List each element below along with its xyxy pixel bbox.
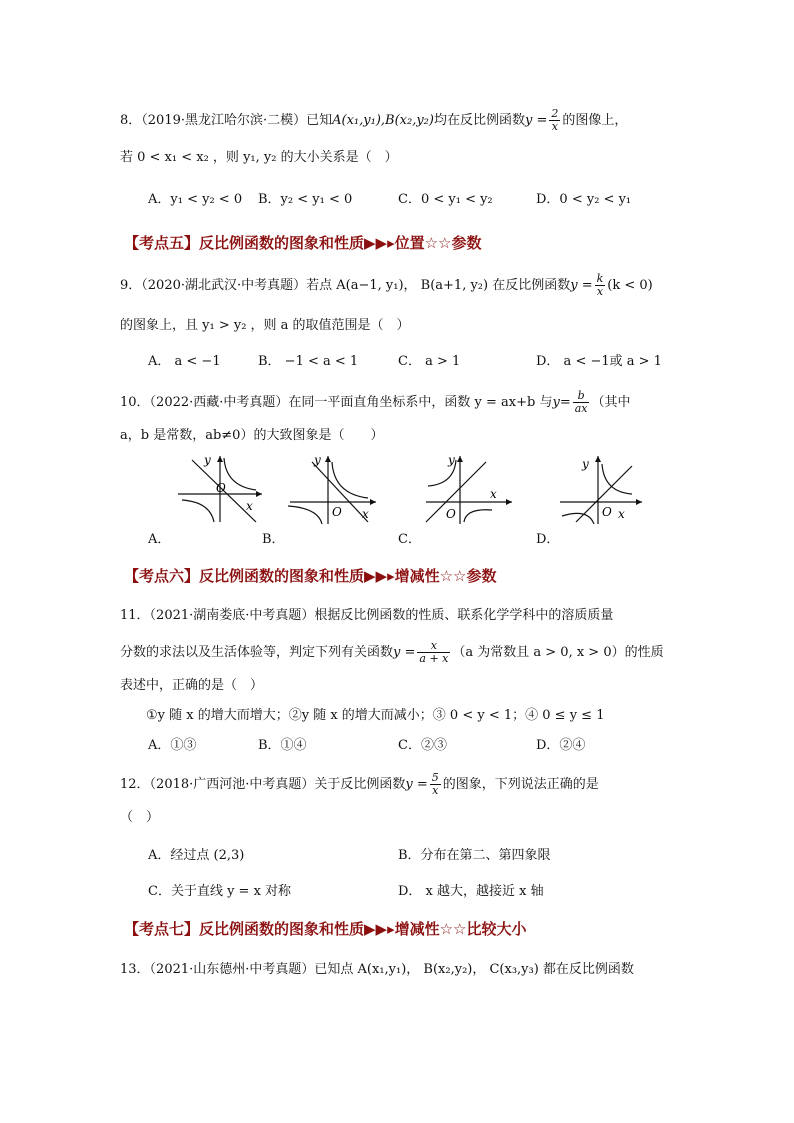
y-axis-arrow bbox=[325, 456, 331, 462]
q10-stem-end: （其中 bbox=[591, 395, 631, 410]
q9-func: y = bbox=[570, 278, 593, 293]
axis-label-x: x bbox=[490, 487, 497, 501]
q10-line2: a，b 是常数，ab≠0）的大致图象是（ ） bbox=[120, 428, 384, 443]
q8-line2: 若 0 < x₁ < x₂ ，则 y₁, y₂ 的大小关系是（ ） bbox=[120, 150, 398, 165]
q11-option-d: D．②④ bbox=[536, 738, 586, 753]
hyperbola-branch-2 bbox=[562, 513, 594, 524]
q9-frac-den: x bbox=[596, 285, 604, 298]
x-axis-arrow bbox=[636, 499, 642, 505]
q12-line1 bbox=[120, 772, 599, 797]
q12-frac-den: x bbox=[432, 784, 439, 797]
q11-line2 bbox=[120, 640, 664, 665]
q10-stem-start: 10．（2022·西藏·中考真题）在同一平面直角坐标系中，函数 y = ax+b 与 bbox=[120, 395, 553, 410]
section-heading-6: 【考点六】反比例函数的图象和性质▶▶▸增减性☆☆参数 bbox=[124, 567, 497, 585]
q10-fraction bbox=[573, 390, 590, 415]
q8-option-b: B．y₂ < y₁ < 0 bbox=[258, 192, 353, 207]
q8-option-d: D．0 < y₂ < y₁ bbox=[536, 192, 632, 207]
q10-graph-a bbox=[170, 452, 270, 524]
q9-stem-start: 9．（2020·湖北武汉·中考真题）若点 A(a−1, y₁)， B(a+1, y₂) 在反比例函数 bbox=[120, 278, 571, 293]
q12-option-c: C．关于直线 y = x 对称 bbox=[148, 884, 292, 899]
q11-frac-num: x bbox=[417, 640, 450, 653]
hyperbola-branch-2 bbox=[464, 510, 492, 522]
x-axis-arrow bbox=[256, 491, 262, 497]
q12-option-a: A．经过点 (2,3) bbox=[148, 848, 245, 863]
q9-fraction bbox=[595, 273, 606, 298]
q11-option-b: B．①④ bbox=[258, 738, 307, 753]
hyperbola-branch-1 bbox=[332, 462, 368, 498]
x-axis-arrow bbox=[506, 499, 512, 505]
q10-func: y= bbox=[552, 395, 571, 410]
y-axis-arrow bbox=[217, 456, 223, 462]
q8-frac-num: 2 bbox=[551, 107, 559, 120]
q11-stem-b: （a 为常数且 a > 0, x > 0）的性质 bbox=[452, 645, 664, 660]
q11-option-c: C．②③ bbox=[398, 738, 447, 753]
q12-option-b: B．分布在第二、第四象限 bbox=[398, 848, 551, 863]
q8-func: y = bbox=[524, 113, 548, 128]
q10-line1 bbox=[120, 390, 631, 415]
q8-option-a: A．y₁ < y₂ < 0 bbox=[148, 192, 243, 207]
q8-frac-den: x bbox=[551, 120, 558, 133]
axis-label-x: x bbox=[362, 507, 369, 521]
origin-label: O bbox=[216, 481, 226, 495]
q8-points: A(x₁,y₁),B(x₂,y₂) bbox=[332, 113, 434, 128]
hyperbola-branch-2 bbox=[182, 500, 214, 522]
q12-line2: （ ） bbox=[120, 810, 160, 825]
hyperbola-branch-2 bbox=[288, 506, 322, 524]
q12-frac-num: 5 bbox=[431, 771, 439, 784]
q9-option-d: D． a < −1或 a > 1 bbox=[536, 354, 662, 369]
q9-option-a: A． a < −1 bbox=[148, 354, 221, 369]
section-heading-7: 【考点七】反比例函数的图象和性质▶▶▸增减性☆☆比较大小 bbox=[124, 920, 527, 938]
q10-option-d: D． bbox=[536, 532, 560, 547]
q13-line1: 13．（2021·山东德州·中考真题）已知点 A(x₁,y₁)， B(x₂,y₂)， C(x₃,y₃) 都在反比例函数 bbox=[120, 962, 634, 977]
y-axis-arrow bbox=[457, 456, 463, 462]
origin-label: O bbox=[602, 505, 612, 519]
q10-graph-b bbox=[284, 452, 384, 524]
axis-label-x: x bbox=[618, 507, 625, 521]
y-axis-arrow bbox=[595, 456, 601, 462]
q12-stem-end: 的图象，下列说法正确的是 bbox=[442, 777, 599, 792]
q12-stem-start: 12．（2018·广西河池·中考真题）关于反比例函数 bbox=[120, 777, 406, 792]
q9-frac-num: k bbox=[596, 272, 604, 285]
q8-option-c: C．0 < y₁ < y₂ bbox=[398, 192, 493, 207]
q11-fraction bbox=[417, 640, 450, 665]
q10-graph-c bbox=[420, 452, 520, 524]
q9-line2: 的图象上，且 y₁ > y₂ ，则 a 的取值范围是（ ） bbox=[120, 318, 410, 333]
axis-label-x: x bbox=[246, 499, 253, 513]
q10-frac-den: ax bbox=[574, 402, 588, 415]
q12-option-d: D． x 越大，越接近 x 轴 bbox=[398, 884, 544, 899]
origin-label: O bbox=[446, 507, 456, 521]
q8-stem-end: 的图像上， bbox=[562, 113, 628, 128]
q9-option-b: B． −1 < a < 1 bbox=[258, 354, 359, 369]
section-heading-5: 【考点五】反比例函数的图象和性质▶▶▸位置☆☆参数 bbox=[124, 234, 482, 252]
hyperbola-branch-1 bbox=[224, 458, 256, 490]
q11-line1: 11．（2021·湖南娄底·中考真题）根据反比例函数的性质、联系化学学科中的溶质质量 bbox=[120, 608, 614, 623]
q11-line3: 表述中，正确的是（ ） bbox=[120, 678, 264, 693]
q11-option-a: A．①③ bbox=[148, 738, 197, 753]
origin-label: O bbox=[332, 505, 342, 519]
q8-line1 bbox=[120, 108, 627, 133]
q9-option-c: C． a > 1 bbox=[398, 354, 461, 369]
q9-condition: (k < 0) bbox=[607, 278, 653, 293]
axis-label-y: y bbox=[204, 453, 211, 467]
axis-label-y: y bbox=[314, 453, 321, 467]
hyperbola-branch-1 bbox=[602, 464, 632, 494]
axis-label-y: y bbox=[582, 457, 589, 471]
q11-func: y = bbox=[393, 645, 416, 660]
q10-option-c: C． bbox=[398, 532, 421, 547]
q11-statements: ①y 随 x 的增大而增大；②y 随 x 的增大而减小；③ 0 < y < 1；④ 0 ≤ y ≤ 1 bbox=[146, 708, 605, 723]
linear-line bbox=[426, 462, 486, 522]
q11-stem-a: 分数的求法以及生活体验等，判定下列有关函数 bbox=[120, 645, 394, 660]
q9-line1 bbox=[120, 273, 653, 298]
q10-graph-d bbox=[554, 452, 654, 524]
q8-stem-start: 8．（2019·黑龙江哈尔滨·二模）已知 bbox=[120, 113, 333, 128]
q11-frac-den: a + x bbox=[419, 652, 449, 665]
q12-func: y = bbox=[405, 777, 428, 792]
q12-fraction bbox=[430, 772, 441, 797]
q10-option-b: B． bbox=[262, 532, 285, 547]
q8-fraction bbox=[549, 108, 560, 133]
x-axis-arrow bbox=[370, 499, 376, 505]
axis-label-y: y bbox=[448, 453, 455, 467]
q10-frac-num: b bbox=[573, 390, 590, 403]
q8-stem-mid: 均在反比例函数 bbox=[433, 113, 525, 128]
q10-option-a: A． bbox=[148, 532, 171, 547]
